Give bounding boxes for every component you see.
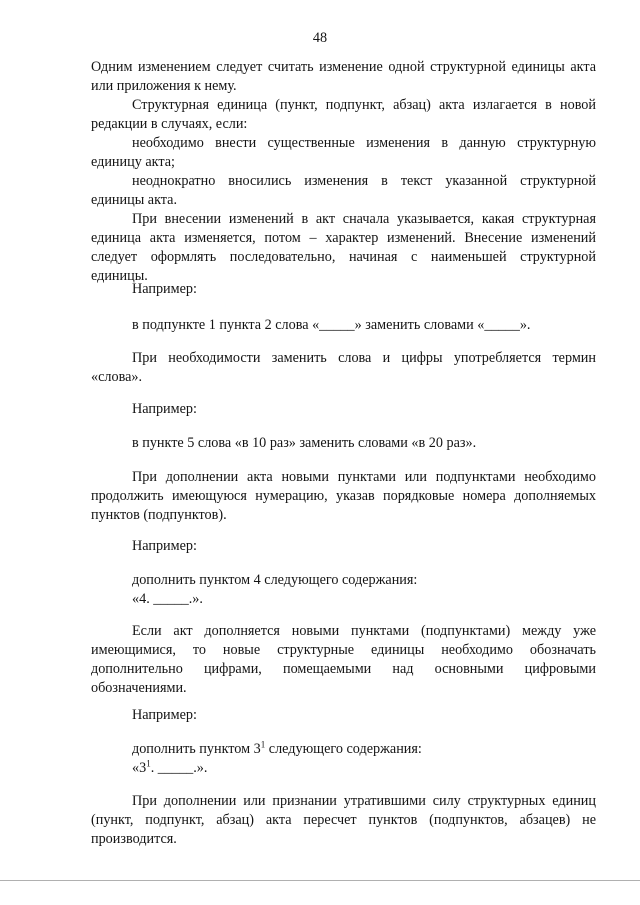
example-label-2: Например: bbox=[132, 401, 197, 417]
paragraph-continue-numbering: При дополнении акта новыми пунктами или подпунктами необходимо продолжить имеющуюся нумерацию, указав порядковые номера дополняемых пунктов (подпунктов). bbox=[91, 469, 596, 523]
paragraph-term-words: При необходимости заменить слова и цифры употребляется термин «слова». bbox=[91, 350, 596, 385]
page-bottom-rule bbox=[0, 880, 640, 881]
example-3-line-2: «4. _____.». bbox=[132, 591, 203, 607]
paragraph-order-of-changes: При внесении изменений в акт сначала указывается, какая структурная единица акта изменяется, потом – характер изменений. Внесение изменений следует оформлять последовательно, начиная с наименьшей структурной единицы. bbox=[91, 211, 596, 284]
paragraph-condition-1: необходимо внести существенные изменения в данную структурную единицу акта; bbox=[91, 135, 596, 170]
page-number: 48 bbox=[312, 30, 328, 46]
paragraph-superscript-numbering: Если акт дополняется новыми пунктами (подпунктами) между уже имеющимися, то новые структурные единицы необходимо обозначать дополнительно цифрами, помещаемыми над основными цифровыми обозначениями. bbox=[91, 623, 596, 696]
rules-block bbox=[91, 58, 596, 286]
example-label-1: Например: bbox=[132, 281, 197, 297]
paragraph-one-change: Одним изменением следует считать изменение одной структурной единицы акта или приложения к нему. bbox=[91, 59, 596, 94]
example-4-line-2: «$3^1$. _____.». bbox=[132, 758, 208, 776]
paragraph-new-edition: Структурная единица (пункт, подпункт, абзац) акта излагается в новой редакции в случаях, если: bbox=[91, 97, 596, 132]
example-4-line-1: дополнить пунктом $3^1$ следующего содержания: bbox=[132, 739, 422, 757]
example-2: в пункте 5 слова «в 10 раз» заменить словами «в 20 раз». bbox=[132, 435, 477, 451]
example-label-3: Например: bbox=[132, 538, 197, 554]
example-3-line-1: дополнить пунктом 4 следующего содержания: bbox=[132, 572, 418, 588]
example-4 bbox=[91, 740, 596, 778]
example-3 bbox=[91, 571, 596, 609]
paragraph-no-renumbering: При дополнении или признании утратившими силу структурных единиц (пункт, подпункт, абзац) акта пересчет пунктов (подпунктов, абзацев) не производится. bbox=[91, 793, 596, 847]
example-label-4: Например: bbox=[132, 707, 197, 723]
example-1: в подпункте 1 пункта 2 слова «_____» заменить словами «_____». bbox=[132, 317, 531, 333]
paragraph-condition-2: неоднократно вносились изменения в текст указанной структурной единицы акта. bbox=[91, 173, 596, 208]
